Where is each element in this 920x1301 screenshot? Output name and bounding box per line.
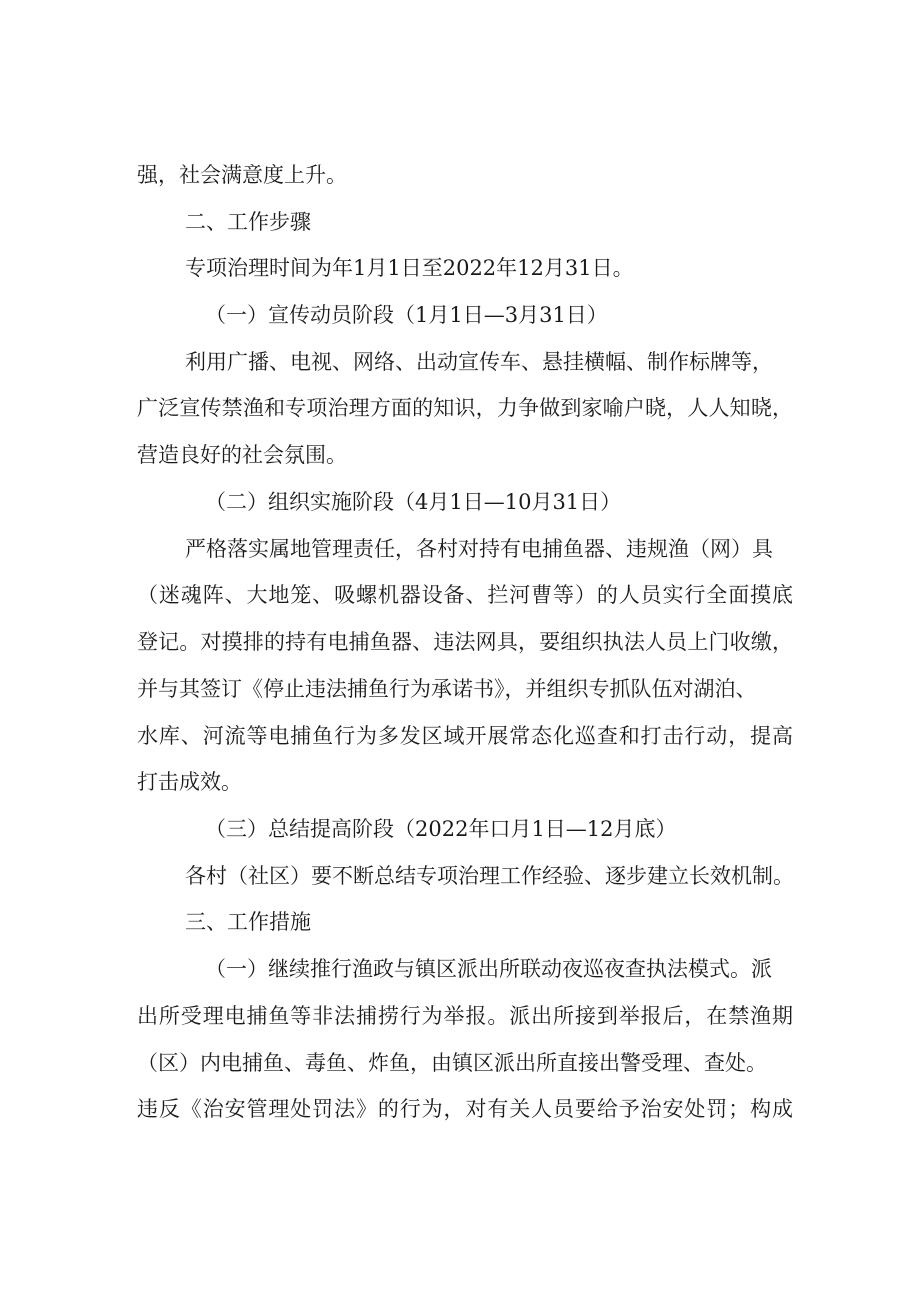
text-line: 严格落实属地管理责任，各村对持有电捕鱼器、违规渔（网）具 (185, 537, 773, 561)
text-line: 各村（社区）要不断总结专项治理工作经验、逐步建立长效机制。 (185, 864, 794, 888)
text-line: 利用广播、电视、网络、出动宣传车、悬挂横幅、制作标牌等， (185, 350, 773, 374)
text-line: 水库、河流等电捕鱼行为多发区域开展常态化巡查和打击行动，提高 (137, 724, 793, 748)
text-line: 登记。对摸排的持有电捕鱼器、违法网具，要组织执法人员上门收缴， (137, 630, 793, 654)
section-heading: 二、工作步骤 (185, 210, 311, 234)
section-heading: 三、工作措施 (185, 910, 311, 934)
text-line: （一）继续推行渔政与镇区派出所联动夜巡夜查执法模式。派 (205, 957, 772, 981)
text-line: 强，社会满意度上升。 (137, 163, 347, 187)
text-line: 并与其签订《停止违法捕鱼行为承诺书》，并组织专抓队伍对湖泊、 (137, 677, 757, 701)
text-line: （区）内电捕鱼、毒鱼、炸鱼，由镇区派出所直接出警受理、查处。 (137, 1051, 767, 1075)
text-line: 营造良好的社会氛围。 (137, 443, 347, 467)
text-line: 打击成效。 (137, 770, 242, 794)
text-line: 广泛宣传禁渔和专项治理方面的知识，力争做到家喻户晓，人人知晓， (137, 396, 793, 420)
subsection-heading: （二）组织实施阶段（4月1日—10月31日） (205, 490, 622, 514)
text-line: 专项治理时间为年1月1日至2022年12月31日。 (185, 256, 634, 280)
text-line: 违反《治安管理处罚法》的行为，对有关人员要给予治安处罚；构成 (137, 1097, 793, 1121)
subsection-heading: （三）总结提高阶段（2022年口月1日—12月底） (205, 817, 677, 841)
subsection-heading: （一）宣传动员阶段（1月1日—3月31日） (205, 303, 608, 327)
text-line: （迷魂阵、大地笼、吸螺机器设备、拦河曹等）的人员实行全面摸底 (137, 583, 793, 607)
text-line: 出所受理电捕鱼等非法捕捞行为举报。派出所接到举报后，在禁渔期 (137, 1004, 793, 1028)
